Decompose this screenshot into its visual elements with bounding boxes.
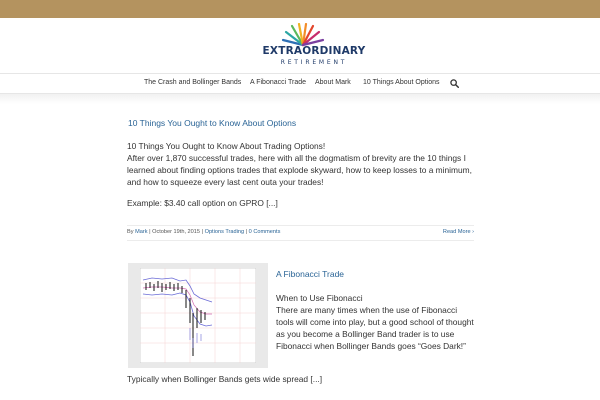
post-continued: Typically when Bollinger Bands gets wide spread [...] [127,374,323,384]
nav-item-about-mark[interactable]: About Mark [315,79,351,86]
post-example: Example: $3.40 call option on GPRO [...] [127,198,278,208]
post-excerpt-fibonacci: When to Use Fibonacci There are many times when the use of Fibonacci tools will come into play, but a good school of thought as you become a Bollinger Band trader is to use Fibonacci when Bollinger Bands goes “Goes Dark!” [276,293,474,352]
post-meta [127,225,474,241]
nav-shadow [0,94,600,104]
nav-item-10-things[interactable]: 10 Things About Options [363,79,440,86]
site-header [0,18,600,73]
post-thumbnail[interactable] [128,263,268,368]
logo-title: EXTRAORDINARY [262,45,366,57]
post-excerpt: 10 Things You Ought to Know About Trading Options! After over 1,870 successful trades, here with all the dogmatism of brevity are the 10 things I learned about finding options trades that explode skyward, how to keep losses to a minimum, and how to squeeze every last cent outa your trades! [127,141,472,188]
post-meta-text: By Mark | October 19th, 2015 | Options Trading | 0 Comments [127,229,281,235]
read-more-link[interactable]: Read More › [442,229,474,235]
logo-subtitle: RETIREMENT [280,59,348,66]
category-link[interactable]: Options Trading [204,229,245,235]
top-bar [0,0,600,18]
site-logo[interactable] [258,23,370,69]
chart-thumbnail-image [140,268,256,363]
search-icon[interactable] [450,79,459,88]
author-link[interactable]: Mark [135,229,148,235]
nav-item-fibonacci-trade[interactable]: A Fibonacci Trade [250,79,307,86]
post-title[interactable]: 10 Things You Ought to Know About Options [128,118,297,128]
nav-item-crash-bollinger[interactable]: The Crash and Bollinger Bands [144,79,242,86]
main-nav [0,73,600,94]
sunburst-logo-icon [280,23,326,47]
post-title-fibonacci[interactable]: A Fibonacci Trade [276,269,345,279]
post-date: October 19th, 2015 [152,229,201,235]
comments-link[interactable]: 0 Comments [248,229,281,235]
